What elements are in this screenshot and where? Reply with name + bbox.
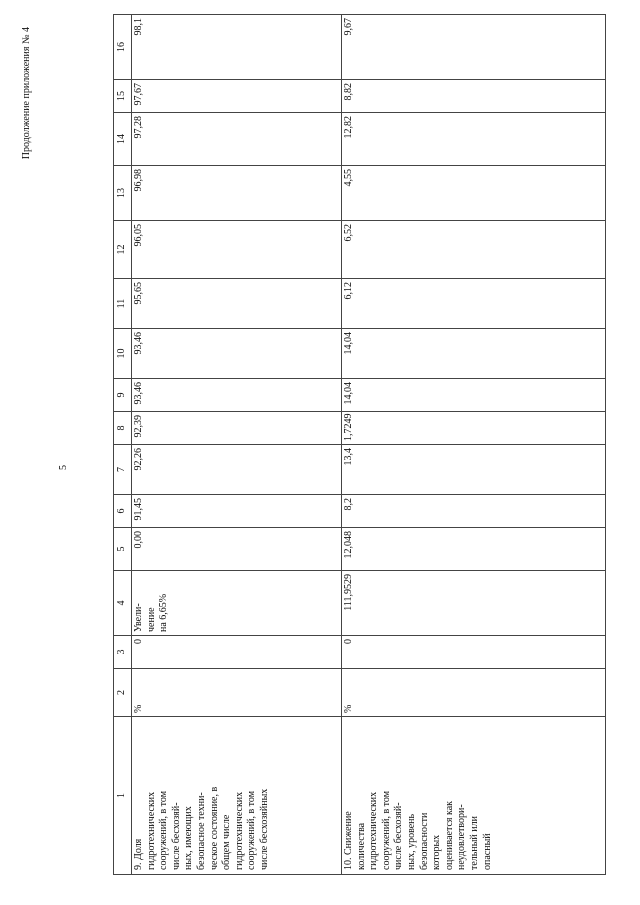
value-cell: 8,2 [342, 495, 606, 528]
header-cell: 3 [114, 636, 132, 669]
value-cell: 6,12 [342, 279, 606, 329]
value-cell: 96,05 [132, 221, 342, 279]
value-cell: 8,82 [342, 80, 606, 113]
value-cell: 14,04 [342, 329, 606, 379]
value-cell: 92,26 [132, 445, 342, 495]
header-cell: 13 [114, 166, 132, 221]
header-cell: 6 [114, 495, 132, 528]
header-cell: 15 [114, 80, 132, 113]
value-cell: 12,048 [342, 528, 606, 571]
value-cell: 12,82 [342, 113, 606, 166]
header-cell: 7 [114, 445, 132, 495]
value-cell: 97,67 [132, 80, 342, 113]
header-cell: 5 [114, 528, 132, 571]
value-cell: 111,9529 [342, 571, 606, 636]
value-cell: 93,46 [132, 329, 342, 379]
header-cell: 16 [114, 15, 132, 80]
header-cell: 4 [114, 571, 132, 636]
value-cell: 14,04 [342, 379, 606, 412]
indicators-table [113, 14, 606, 875]
continuation-label: Продолжение приложения № 4 [21, 27, 32, 160]
value-cell: 91,45 [132, 495, 342, 528]
unit-cell: % [342, 669, 606, 717]
header-cell: 2 [114, 669, 132, 717]
value-cell: 6,52 [342, 221, 606, 279]
value-cell: 95,65 [132, 279, 342, 329]
value-cell: 0 [342, 636, 606, 669]
indicator-name: 9. Доля гидротехнических сооружений, в том числе бесхозяй- ных, имеющих безопасное техни- ческое состояние, в общем числе гидротехнических сооружений, в том числе бесхозяйных [132, 717, 342, 875]
value-cell: 9,67 [342, 15, 606, 80]
header-cell: 11 [114, 279, 132, 329]
header-cell: 9 [114, 379, 132, 412]
table-row [342, 15, 606, 875]
value-cell: 1,7249 [342, 412, 606, 445]
page-number: 5 [58, 465, 69, 470]
value-cell: Увели- чение на 6,65% [132, 571, 342, 636]
unit-cell: % [132, 669, 342, 717]
value-cell: 4,55 [342, 166, 606, 221]
header-row [114, 15, 132, 875]
value-cell: 0 [132, 636, 342, 669]
value-cell: 92,39 [132, 412, 342, 445]
header-cell: 1 [114, 717, 132, 875]
value-cell: 0,00 [132, 528, 342, 571]
header-cell: 12 [114, 221, 132, 279]
value-cell: 96,98 [132, 166, 342, 221]
value-cell: 93,46 [132, 379, 342, 412]
table-row [132, 15, 342, 875]
value-cell: 98,1 [132, 15, 342, 80]
header-cell: 14 [114, 113, 132, 166]
header-cell: 8 [114, 412, 132, 445]
value-cell: 13,4 [342, 445, 606, 495]
rotated-page [15, 15, 625, 875]
header-cell: 10 [114, 329, 132, 379]
indicator-name: 10. Снижение количества гидротехнических сооружений, в том числе бесхозяй- ных, уровень безопасности которых оценивается как неудовлетвори- тельный или опасный [342, 717, 606, 875]
value-cell: 97,28 [132, 113, 342, 166]
